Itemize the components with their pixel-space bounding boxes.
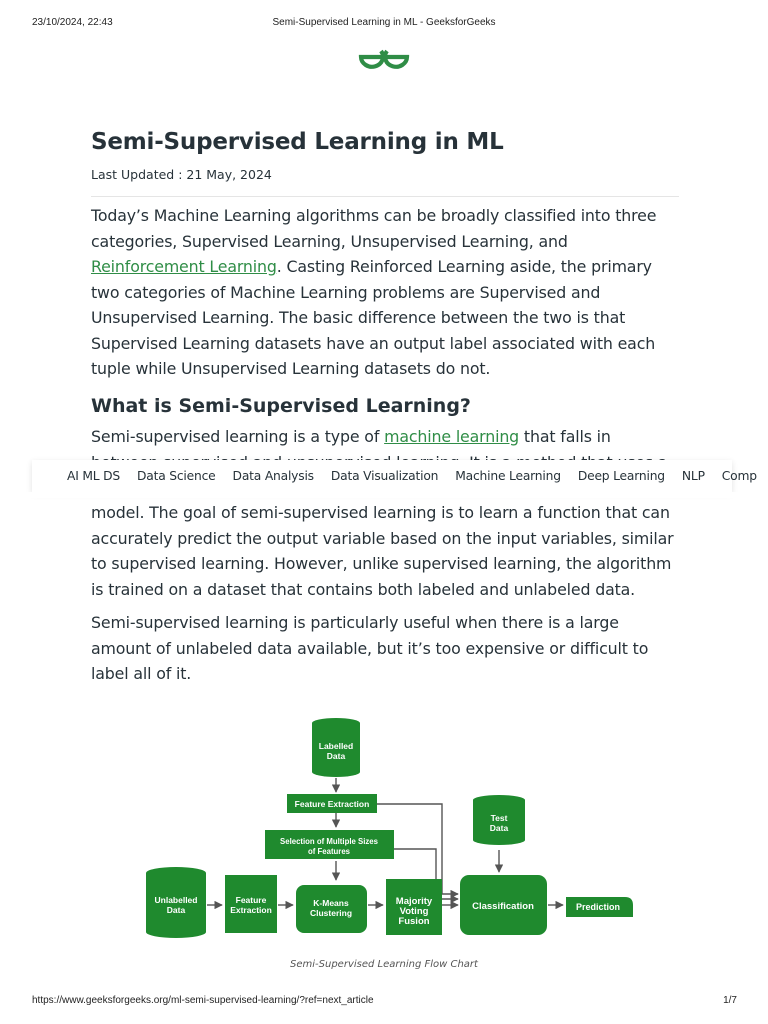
goal-paragraph: model. The goal of semi-supervised learning is to learn a function that can accurately predict the output variable based on the input variables, similar to supervised learning. However, unlike supervised learning, the algorithm is trained on a dataset that contains both labeled and unlabeled data. [91,503,674,599]
topic-navbar [32,460,757,492]
unlabelled-data-label: Unlabelled Data [154,895,198,915]
article-title: Semi-Supervised Learning in ML [91,129,504,155]
labelled-data-label: Labelled Data [318,741,354,761]
intro-text: Today’s Machine Learning algorithms can be broadly classified into three categories, Supervised Learning, Unsupervised Learning, and [91,206,657,251]
divider [91,196,679,197]
figure-caption: Semi-Supervised Learning Flow Chart [290,959,478,970]
majority-voting-label: Majority Voting Fusion [395,896,433,927]
page-number: 1/7 [723,995,737,1006]
nav-item-data-science[interactable]: Data Science [137,469,216,483]
nav-item-deep-learning[interactable]: Deep Learning [577,469,665,483]
print-header [0,17,768,31]
classification-label: Classification [472,901,534,912]
gfg-logo-icon[interactable] [356,42,412,72]
feature-extraction-top-label: Feature Extraction [294,799,370,809]
print-url: https://www.geeksforgeeks.org/ml-semi-supervised-learning/?ref=next_article [32,995,374,1006]
usefulness-paragraph: Semi-supervised learning is particularly useful when there is a large amount of unlabeled data available, but it’s too expensive or difficult to label all of it. [91,613,649,683]
nav-item-data-analysis[interactable]: Data Analysis [232,469,314,483]
nav-item-comp[interactable]: Comp [721,469,757,483]
intro-paragraph [91,203,681,382]
last-updated: Last Updated : 21 May, 2024 [91,167,272,182]
nav-item-ai-ml-ds[interactable]: AI ML DS [67,469,120,483]
print-footer [0,995,768,1009]
print-page-title: Semi-Supervised Learning in ML - GeeksforGeeks [272,17,496,28]
prediction-label: Prediction [575,902,621,912]
definition-text: Semi-supervised learning is a type of [91,427,385,446]
machine-learning-link[interactable]: machine learning [384,427,520,446]
kmeans-label: K-Means Clustering [309,898,353,918]
intro-text-cont: . Casting Reinforced Learning aside, the primary two categories of Machine Learning problems are Supervised and Unsupervised Learning. The basic difference between the two is that Supervised Learning datasets have an output label associated with each tuple while Unsupervised Learning datasets do not. [91,257,656,378]
feature-extraction-left-label: Feature Extraction [230,895,272,915]
nav-item-data-visualization[interactable]: Data Visualization [330,469,439,483]
nav-item-nlp[interactable]: NLP [681,469,705,483]
semi-supervised-flow-chart [140,712,640,952]
nav-item-machine-learning[interactable]: Machine Learning [455,469,561,483]
selection-label: Selection of Multiple Sizes of Features [280,837,378,856]
reinforcement-learning-link[interactable]: Reinforcement Learning [91,257,277,276]
navbar-gap [0,492,768,498]
print-date: 23/10/2024, 22:43 [32,17,113,28]
section-heading: What is Semi-Supervised Learning? [91,395,471,417]
test-data-label: Test Data [489,813,509,833]
definition-text-cont: that falls in [523,427,611,446]
